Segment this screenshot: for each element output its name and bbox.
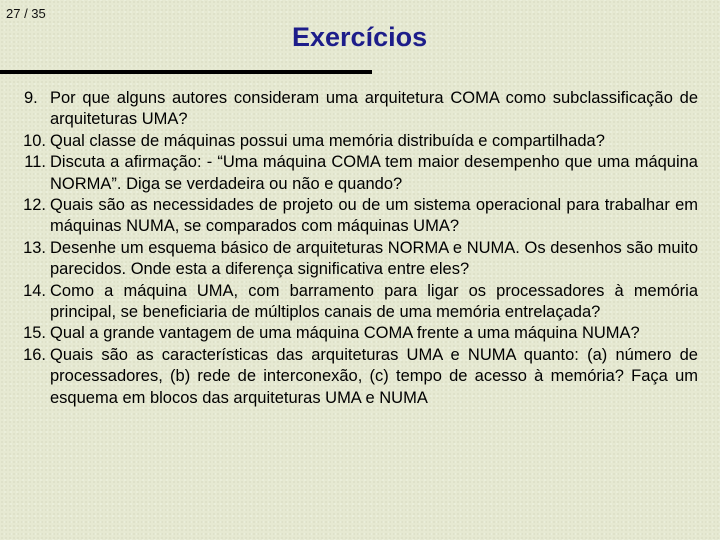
exercise-number: 13. bbox=[23, 238, 46, 257]
exercise-text: Qual classe de máquinas possui uma memória distribuída e compartilhada? bbox=[50, 131, 605, 150]
exercise-number: 11. bbox=[24, 153, 46, 172]
exercise-list bbox=[14, 88, 698, 409]
exercise-item-15 bbox=[14, 323, 698, 344]
exercise-item-10 bbox=[14, 131, 698, 152]
exercise-item-13 bbox=[14, 238, 698, 281]
exercise-item-12 bbox=[14, 195, 698, 238]
exercise-number: 15. bbox=[23, 324, 46, 343]
exercise-number: 12. bbox=[23, 196, 46, 215]
exercise-text: Qual a grande vantagem de uma máquina COMA frente a uma máquina NUMA? bbox=[50, 324, 640, 343]
exercise-text: Desenhe um esquema básico de arquiteturas NORMA e NUMA. Os desenhos são muito parecidos. Onde esta a diferença significativa entre eles? bbox=[50, 238, 698, 279]
exercise-item-16 bbox=[14, 345, 698, 409]
exercise-item-9 bbox=[14, 88, 698, 131]
exercise-number: 14. bbox=[23, 281, 46, 300]
exercise-text: Discuta a afirmação: - “Uma máquina COMA tem maior desempenho que uma máquina NORMA”. Diga se verdadeira ou não e quando? bbox=[50, 153, 698, 193]
title-underline bbox=[0, 70, 372, 74]
exercise-number: 10. bbox=[23, 131, 46, 150]
exercise-text: Como a máquina UMA, com barramento para ligar os processadores à memória principal, se beneficiaria de múltiplos canais de uma memória entrelaçada? bbox=[50, 281, 698, 322]
exercise-text: Por que alguns autores consideram uma arquitetura COMA como subclassificação de arquiteturas UMA? bbox=[50, 89, 698, 129]
exercise-text: Quais são as necessidades de projeto ou de um sistema operacional para trabalhar em máquinas NUMA, se comparados com máquinas UMA? bbox=[50, 196, 698, 236]
exercise-number: 16. bbox=[23, 345, 46, 364]
exercise-text: Quais são as características das arquiteturas UMA e NUMA quanto: (a) número de processadores, (b) rede de interconexão, (c) tempo de acesso à memória? Faça um esquema em blocos das arquiteturas UMA e NUMA bbox=[50, 345, 698, 407]
exercise-number: 9. bbox=[24, 89, 38, 107]
page-counter: 27 / 35 bbox=[6, 6, 46, 21]
exercise-item-11 bbox=[14, 152, 698, 195]
slide-title: Exercícios bbox=[292, 22, 428, 52]
exercise-item-14 bbox=[14, 281, 698, 324]
